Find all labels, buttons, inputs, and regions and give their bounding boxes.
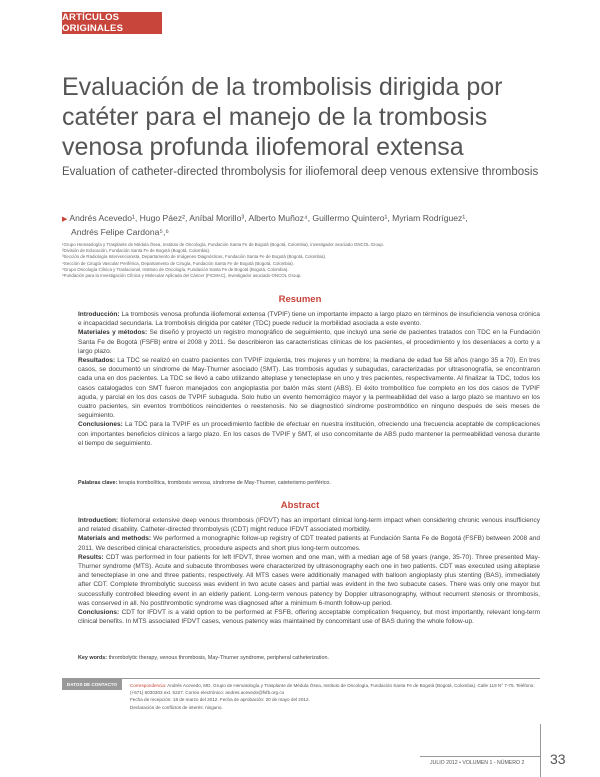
affiliation: ⁴Sección de Cirugía Vascular Periférica, Departamento de Cirugía, Fundación Santa Fe de Bogotá (Bogotá, Colombia). xyxy=(62,260,294,266)
article-title: Evaluación de la trombolisis dirigida por catéter para el manejo de la trombosis venosa profunda iliofemoral extensa xyxy=(62,73,503,161)
contact-tag: DATOS DE CONTACTO xyxy=(62,679,122,690)
affiliation: ²División de Educación, Fundación Santa Fe de Bogotá (Bogotá, Colombia). xyxy=(62,248,211,254)
label: Conclusiones: xyxy=(78,421,123,429)
keywords-text: thrombolytic therapy, venous thrombosis, May-Thurner syndrome, peripheral catheterization. xyxy=(108,655,329,661)
label: Materiales y métodos: xyxy=(78,329,148,337)
issue-info: JULIO 2012 • VOLUMEN 1 - NÚMERO 2 xyxy=(430,760,525,766)
abstract-conclusions: CDT for IFDVT is a valid option to be performed at FSFB, offering acceptable complication frequency, but most importantly, relevant long-term clinical benefits. In MTS associated IFDVT cases, venous patency was maintained by concomitant use of BAS during the whole follow-up. xyxy=(78,609,540,626)
resumen-intro: La trombosis venosa profunda iliofemoral extensa (TVPIF) tiene un importante impacto a largo plazo en términos de insuficiencia venosa crónica e incapacidad secundaria. La trombolisis dirigida por catéter (TDC) puede reducir la morbilidad asociada a este evento. xyxy=(78,311,541,328)
keywords-text: terapia trombolítica, trombosis venosa, síndrome de May-Thurner, cateterismo periférico. xyxy=(118,480,331,486)
label: Palabras clave: xyxy=(78,480,118,486)
resumen-methods: Se diseñó y proyectó un registro monográfico de seguimiento, que incluyó una serie de pacientes tratados con TDC en la Fundación Santa Fe de Bogotá (FSFB) entre el 2008 y 2011. Se describieron las características clínicas de los pacientes, el procedimiento y los desenlaces a corto y a largo plazo. xyxy=(78,329,540,355)
affiliation: ³Sección de Radiología Intervencionista, Departamento de Imágenes Diagnósticas, Fundación Santa Fe de Bogotá (Bogotá, Colombia). xyxy=(62,254,327,260)
abstract-methods: We performed a monographic follow-up registry of CDT treated patients at Fundación Santa Fe de Bogotá (FSFB) between 2008 and 2011. We described clinical characteristics, procedure aspects and short plus long-term outcomes. xyxy=(78,535,540,552)
affiliation: ⁶Fundación para la Investigación Clínica y Molecular Aplicada del Cáncer (FICMAC), investigador asociado ONCOL Group. xyxy=(62,273,302,279)
label: Conclusions: xyxy=(78,609,120,617)
abstract-heading: Abstract xyxy=(280,500,320,511)
bullet-arrow-icon: ▶ xyxy=(62,216,68,223)
section-tab: ARTÍCULOS ORIGINALES xyxy=(62,12,162,34)
authors-line-2: Andrés Felipe Cardona⁵,⁶ xyxy=(71,227,169,237)
correspondence: Andrés Acevedo, MD. Grupo de Hematología y Trasplante de Médula Ósea, Instituto de Oncología, Fundación Santa Fe de Bogotá (Bogotá, Colombia). Calle 119 N° 7-75. Teléfono: (+571) 6030303 ext. 5227. Correo electrónico: andres.acevedo@fsfb.org.co xyxy=(130,683,535,696)
affiliations xyxy=(62,242,542,279)
resumen-conclusions: La TDC para la TVPIF es un procedimiento factible de efectuar en nuestra institución, ofreciendo una frecuencia aceptable de complicaciones con importantes beneficios clínicos a largo plazo. En los casos de TVPIF y SMT, el uso concomitante de ABS pudo mantener la permeabilidad venosa durante el tiempo de seguimiento. xyxy=(78,421,540,447)
resumen-heading: Resumen xyxy=(278,294,322,305)
resumen-keywords xyxy=(78,480,540,486)
dates: Fecha de recepción: 18 de marzo del 2012. Fecha de aprobación: 20 de mayo del 2012. xyxy=(130,697,310,703)
resumen-results: La TDC se realizó en cuatro pacientes con TVPIF izquierda, tres mujeres y un hombre; la mediana de edad fue 58 años (rango 35 a 70). En tres casos, se documentó un síndrome de May-Thurner asociado (SMT). Las trombosis agudas y subagudas, caracterizadas por ultrasonografía, se encontraron cada una en dos pacientes. La TDC se llevó a cabo utilizando alteplase y tenecteplase en uno y tres pacientes, respectivamente. Al finalizar la TDC, todos los casos catalogados con SMT fueron manejados con angioplastia por balón más stent (ABS). El éxito trombolítico fue completo en los dos casos de TVPIF aguda, y parcial en los dos casos de TVPIF subaguda. Solo hubo un evento hemorrágico mayor y la permeabilidad del vaso a largo plazo se mantuvo en los cuatro pacientes, sin eventos trombóticos reincidentes o reestenosis. No se diagnosticó síndrome postrombótico en ninguno después de seis meses de seguimiento. xyxy=(78,357,540,420)
page-number: 33 xyxy=(550,751,566,767)
resumen-body xyxy=(78,310,540,448)
article-subtitle: Evaluation of catheter-directed thrombolysis for iliofemoral deep venous extensive thrombosis xyxy=(62,166,539,178)
label: Key words: xyxy=(78,655,108,661)
page-number-box xyxy=(540,724,600,777)
label: Results: xyxy=(78,553,104,561)
authors xyxy=(62,212,542,239)
abstract-intro: Iliofemoral extensive deep venous thrombosis (IFDVT) has an important clinical long-term impact when considering chronic venous insufficiency and related disability. Catheter-directed thrombolysis (CDT) might reduce IFDVT associated morbidity. xyxy=(78,517,541,534)
abstract-body xyxy=(78,516,540,626)
affiliation: ⁵Grupo Oncología Clínica y Traslacional, Instituto de Oncología, Fundación Santa Fe de Bogotá (Bogotá, Colombia). xyxy=(62,266,289,272)
abstract-results: CDT was performed in four patients for left IFDVT, three women and one man, with a median age of 58 years (range, 35-70). Three presented May-Thurner syndrome (MTS). Acute and subacute thromboses were characterized by ultrasonography each one in two patients. CDT was executed using alteplase and tenecteplase in one and three patients, respectively. All MTS cases were additionally managed with balloon angioplasty plus stenting (BAS), immediately after CDT. Complete thrombolytic success was evident in two acute cases and partial was evident in the two subacute cases. There was only one mayor but successfully controlled bleeding event in an elderly patient. Long-term venous patency by Doppler ultrasonography, without recurrent stenosis or thrombosis, was conserved in all. No postthrombotic syndrome was diagnosed after a minimum 6-month follow-up period. xyxy=(78,553,540,607)
label: Materials and methods: xyxy=(78,535,152,543)
authors-line-1: Andrés Acevedo¹, Hugo Páez², Aníbal Morillo³, Alberto Muñoz⁴, Guillermo Quintero¹, Myriam Rodríguez¹, xyxy=(69,213,468,223)
label: Correspondencia: xyxy=(130,683,167,688)
contact-text xyxy=(130,682,536,711)
footer-rule xyxy=(420,756,540,757)
abstract-keywords xyxy=(78,655,540,661)
affiliation: ¹Grupo Hematología y Trasplante de Médula Ósea, Instituto de Oncología, Fundación Santa Fe de Bogotá (Bogotá, Colombia), investigador asociado ONCOL Group. xyxy=(62,242,384,247)
label: Introduction: xyxy=(78,517,119,524)
label: Introducción: xyxy=(78,311,120,318)
label: Resultados: xyxy=(78,357,116,365)
contact-box xyxy=(62,678,540,710)
conflict-statement: Declaración de conflictos de interés: ninguno. xyxy=(130,704,223,710)
